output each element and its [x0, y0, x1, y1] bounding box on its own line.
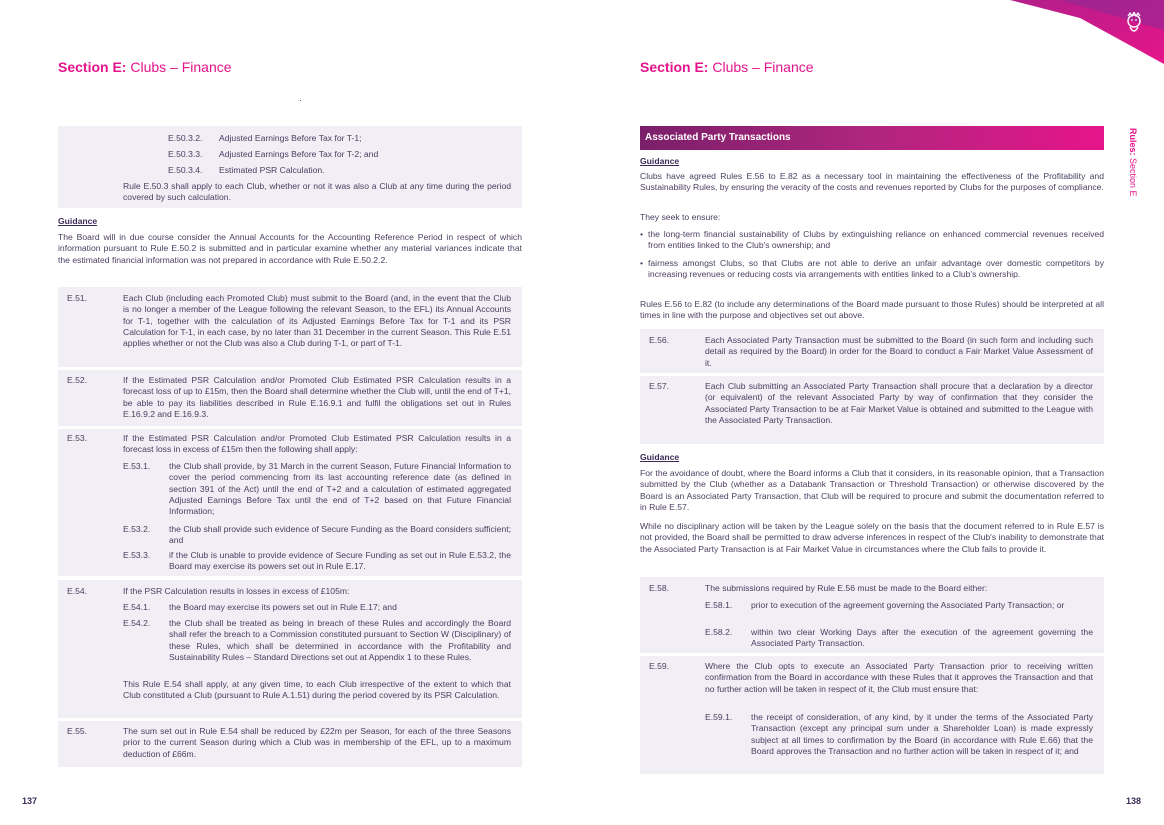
guidance-heading: Guidance	[58, 216, 98, 226]
right-section-title	[640, 59, 814, 75]
sub-rule-text: within two clear Working Days after the execution of the agreement governing the Associated Party Transaction.	[751, 627, 1093, 649]
guidance-text: Clubs have agreed Rules E.56 to E.82 as a necessary tool in maintaining the effectiveness of the Profitability and Sustainability Rules, by ensuring the veracity of the costs and revenues reported by Clubs for the purposes of compliance.	[640, 171, 1104, 193]
item-text: Adjusted Earnings Before Tax for T-1;	[219, 133, 362, 143]
closing-text: Rule E.50.3 shall apply to each Club, whether or not it was also a Club at any time during the period covered by such calculation.	[123, 181, 511, 203]
rule-text: The sum set out in Rule E.54 shall be reduced by £22m per Season, for each of the three Seasons prior to the current Season during which a Club was in membership of the EFL, up to a maximum deduction of £66m.	[123, 726, 511, 759]
rule-text: Each Associated Party Transaction must be submitted to the Board (in such form and including such detail as required by the Board) in order for the Board to conduct a Fair Market Value Assessment of it.	[705, 335, 1093, 368]
page-number-left: 137	[22, 796, 38, 806]
rule-number: E.58.	[649, 583, 670, 593]
rule-text: If the Estimated PSR Calculation and/or Promoted Club Estimated PSR Calculation results in a forecast loss of up to £15m, then the Board shall determine whether the Club will, until the end of T+1, be able to pay its liabilities described in Rule E.16.9.1 and fulfil the obligations set out in Rules E.16.9.2 and E.16.9.3.	[123, 375, 511, 419]
rule-text: The submissions required by Rule E.56 must be made to the Board either:	[705, 583, 988, 593]
rule-text: If the PSR Calculation results in losses in excess of £105m:	[123, 586, 350, 596]
lion-crest-icon	[1124, 12, 1144, 36]
rule-number: E.56.	[649, 335, 670, 345]
side-tab	[1128, 128, 1138, 197]
item-number: E.50.3.3.	[168, 149, 203, 159]
right-title-rest: Clubs – Finance	[708, 59, 814, 75]
sub-rule-text: the Club shall provide such evidence of Secure Funding as the Board considers sufficient; and	[169, 524, 511, 546]
sub-rule-text: the Club shall be treated as being in breach of these Rules and accordingly the Board shall refer the breach to a Commission constituted pursuant to Section W (Disciplinary) of these Rules, which shall be determined in accordance with the Profitability and Sustainability Rules – Standard Directions set out at Appendix 1 to these Rules.	[169, 618, 511, 662]
right-title-bold: Section E:	[640, 59, 709, 75]
sub-rule-number: E.58.2.	[705, 627, 733, 637]
left-section-title	[58, 59, 232, 75]
rule-number: E.57.	[649, 381, 670, 391]
section-banner: Associated Party Transactions	[640, 126, 1104, 150]
sub-rule-text: the Board may exercise its powers set out in Rule E.17; and	[169, 602, 397, 612]
guidance-text: The Board will in due course consider the Annual Accounts for the Accounting Reference Period in respect of which information pursuant to Rule E.50.2 is submitted and in particular examine whether any material variances indicate that the estimated financial information was not prepared in accordance with Rule E.50.2.2.	[58, 232, 522, 265]
sub-rule-number: E.58.1.	[705, 600, 733, 610]
guidance-text: While no disciplinary action will be taken by the League solely on the basis that the document referred to in Rule E.57 is not provided, the Board shall be permitted to draw adverse inferences in respect of the Club's inability to demonstrate that the Associated Party Transaction is at Fair Market Value in circumstances where the Club fails to provide it.	[640, 521, 1104, 554]
sub-rule-number: E.53.1.	[123, 461, 151, 471]
sub-rule-number: E.53.3.	[123, 550, 151, 560]
rule-number: E.52.	[67, 375, 88, 385]
bullet-item: • the long-term financial sustainability of Clubs by extinguishing reliance on enhanced commercial revenues received from entities linked to the Club's ownership; and	[648, 229, 1104, 252]
closing-text: This Rule E.54 shall apply, at any given time, to each Club irrespective of the extent to which that Club constituted a Club (pursuant to Rule A.1.51) during the period covered by its PSR Calculation.	[123, 679, 511, 701]
rule-number: E.55.	[67, 726, 88, 736]
sub-rule-text: the Club shall provide, by 31 March in the current Season, Future Financial Information to cover the period commencing from its last accounting reference date (as defined in section 391 of the Act) until the end of T+2 and a calculation of estimated aggregated Adjusted Earnings Before Tax until the end of T+2 based on that Future Financial Information;	[169, 461, 511, 517]
guidance-heading: Guidance	[640, 156, 680, 166]
side-tab-rest: Section E	[1128, 155, 1138, 197]
sub-rule-text: the receipt of consideration, of any kind, by it under the terms of the Associated Party Transaction (except any principal sum under a Shareholder Loan) is made expressly subject at all times to confirmation by the Board (in accordance with Rule E.66) that the Board approves the Transaction and no further action will be taken in respect of it; and	[751, 712, 1093, 756]
side-tab-bold: Rules:	[1128, 128, 1138, 156]
guidance-heading: Guidance	[640, 452, 680, 462]
item-text: Estimated PSR Calculation.	[219, 165, 325, 175]
rule-text: If the Estimated PSR Calculation and/or Promoted Club Estimated PSR Calculation results in a forecast loss in excess of £15m then the following shall apply:	[123, 433, 511, 455]
rule-text: Where the Club opts to execute an Associated Party Transaction prior to receiving written confirmation from the Board in accordance with these Rules that it approves the Transaction and that no further action will be taken in respect of it, the Club must ensure that:	[705, 661, 1093, 694]
page-number-right: 138	[1126, 796, 1142, 806]
item-text: Adjusted Earnings Before Tax for T-2; and	[219, 149, 379, 159]
guidance-text: They seek to ensure:	[640, 212, 721, 222]
left-title-rest: Clubs – Finance	[126, 59, 232, 75]
sub-rule-number: E.59.1.	[705, 712, 733, 722]
rule-number: E.54.	[67, 586, 88, 596]
rule-number: E.59.	[649, 661, 670, 671]
guidance-text: For the avoidance of doubt, where the Board informs a Club that it considers, in its reasonable opinion, that a Transaction submitted by the Club (whether as a Databank Transaction or Threshold Transaction) or otherwise discovered by the Board is an Associated Party Transaction, that Club will be required to procure and submit the documentation referred to in Rule E.57.	[640, 468, 1104, 512]
sub-rule-number: E.54.1.	[123, 602, 151, 612]
rule-number: E.51.	[67, 293, 88, 303]
sub-rule-text: prior to execution of the agreement governing the Associated Party Transaction; or	[751, 600, 1065, 610]
guidance-text: Rules E.56 to E.82 (to include any determinations of the Board made pursuant to those Rules) should be interpreted at all times in line with the purpose and objectives set out above.	[640, 299, 1104, 321]
stray-dot	[300, 100, 301, 101]
item-number: E.50.3.2.	[168, 133, 203, 143]
rule-text: Each Club (including each Promoted Club) must submit to the Board (and, in the event that the Club is no longer a member of the League following the relevant Season, to the EFL) its Annual Accounts for T-1, together with the calculation of its Adjusted Earnings Before Tax for T-1 and its PSR Calculation for T-1, in each case, by no later than 31 December in the current Season. This Rule E.51 applies whether or not the Club was also a Club during T-1, or part of T-1.	[123, 293, 511, 349]
rule-text: Each Club submitting an Associated Party Transaction shall procure that a declaration by a director (or equivalent) of the relevant Associated Party by way of confirmation that they consider the Associated Party Transaction to be at Fair Market Value is obtained and submitted to the League with the Associated Party Transaction.	[705, 381, 1093, 425]
bullet-item: • fairness amongst Clubs, so that Clubs are not able to derive an unfair advantage over domestic competitors by increasing revenues or reducing costs via arrangements with entities linked to a Club's ownership.	[648, 258, 1104, 281]
left-title-bold: Section E:	[58, 59, 127, 75]
item-number: E.50.3.4.	[168, 165, 203, 175]
rule-number: E.53.	[67, 433, 88, 443]
sub-rule-text: if the Club is unable to provide evidence of Secure Funding as set out in Rule E.53.2, the Board may exercise its powers set out in Rule E.17.	[169, 550, 511, 572]
sub-rule-number: E.53.2.	[123, 524, 151, 534]
sub-rule-number: E.54.2.	[123, 618, 151, 628]
